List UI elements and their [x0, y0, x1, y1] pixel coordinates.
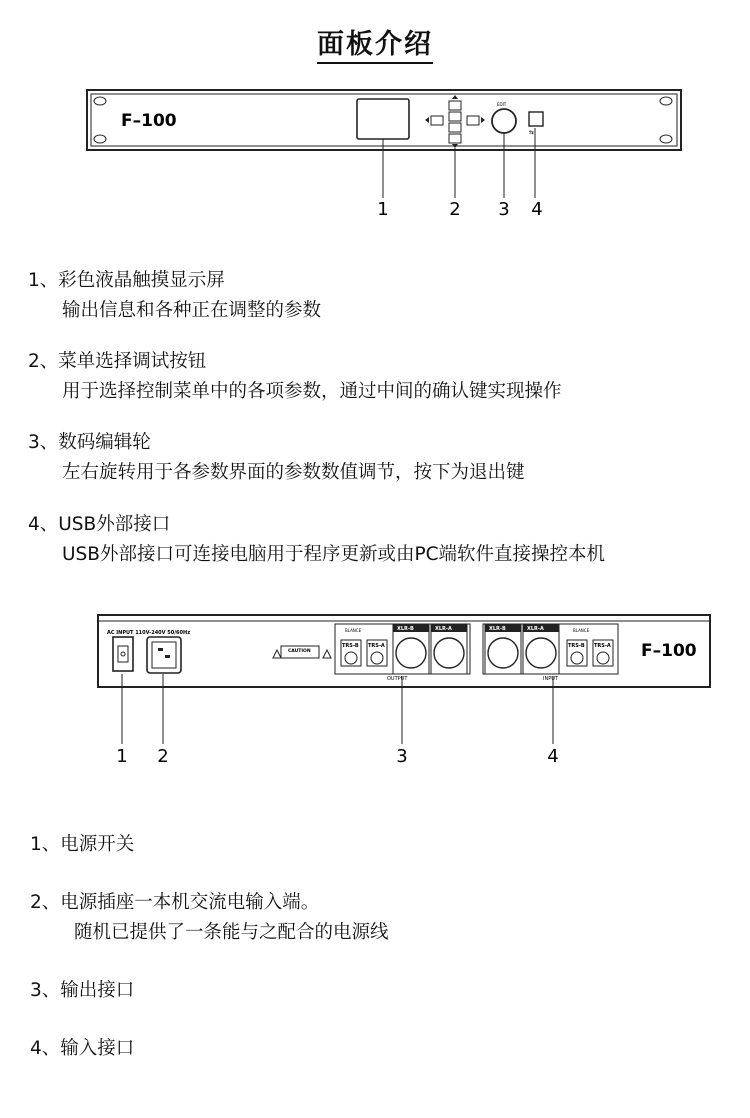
usb-icon: ⇆ — [529, 129, 535, 136]
svg-text:XLR-B: XLR-B — [489, 626, 506, 632]
caution-warning — [273, 646, 331, 658]
front-item-1 — [28, 266, 321, 326]
svg-text:XLR-B: XLR-B — [397, 626, 414, 632]
rear-panel-diagram — [95, 612, 715, 772]
output-label: OUTPUT — [387, 676, 408, 682]
front-item-heading: 2、菜单选择调试按钮 — [28, 351, 207, 372]
encoder-knob — [492, 109, 516, 133]
rear-item-heading: 4、输入接口 — [30, 1038, 135, 1059]
lcd-screen — [357, 99, 409, 139]
usb-port-cover — [529, 112, 543, 126]
front-callout-4: 4 — [531, 199, 543, 220]
rack-hole — [660, 135, 672, 143]
front-model-label: F–100 — [121, 111, 177, 131]
rear-callout-2: 2 — [157, 746, 169, 767]
front-item-desc: 左右旋转用于各参数界面的参数数值调节，按下为退出键 — [62, 462, 525, 483]
nav-buttons — [425, 95, 485, 148]
rear-item-desc: 随机已提供了一条能与之配合的电源线 — [74, 922, 389, 943]
rear-item-2 — [30, 888, 389, 948]
rear-model-label: F–100 — [641, 641, 697, 661]
svg-text:TRS-B: TRS-B — [568, 643, 585, 649]
svg-text:BLANCE: BLANCE — [573, 628, 590, 633]
rack-hole — [660, 97, 672, 105]
rack-hole — [94, 97, 106, 105]
svg-text:BLANCE: BLANCE — [345, 628, 362, 633]
rear-callout-1: 1 — [116, 746, 128, 767]
ac-input-label: AC INPUT 110V-240V 50/60Hz — [107, 630, 191, 636]
svg-text:TRS-A: TRS-A — [368, 643, 385, 649]
svg-text:TRS-A: TRS-A — [594, 643, 611, 649]
rear-item-heading: 2、电源插座一本机交流电输入端。 — [30, 892, 320, 913]
rear-item-heading: 1、电源开关 — [30, 834, 135, 855]
caution-label: CAUTION — [288, 649, 311, 654]
front-item-desc: USB外部接口可连接电脑用于程序更新或由PC端软件直接操控本机 — [62, 544, 606, 565]
rear-item-heading: 3、输出接口 — [30, 980, 135, 1001]
svg-text:XLR-A: XLR-A — [527, 626, 544, 632]
front-panel-diagram — [85, 88, 685, 223]
svg-text:TRS-B: TRS-B — [342, 643, 359, 649]
front-item-heading: 1、彩色液晶触摸显示屏 — [28, 270, 225, 291]
front-item-3 — [28, 428, 525, 488]
rear-item-4 — [30, 1034, 134, 1064]
rack-hole — [94, 135, 106, 143]
rear-item-3 — [30, 976, 134, 1006]
front-item-2 — [28, 347, 562, 407]
edit-label: EDIT — [497, 102, 507, 107]
rear-item-1 — [30, 830, 134, 860]
front-callout-2: 2 — [449, 199, 461, 220]
rear-callout-4: 4 — [547, 746, 559, 767]
page-title: 面板介绍 — [0, 22, 750, 61]
front-item-heading: 4、USB外部接口 — [28, 514, 171, 535]
front-callout-3: 3 — [498, 199, 510, 220]
front-item-desc: 输出信息和各种正在调整的参数 — [62, 300, 322, 321]
front-item-heading: 3、数码编辑轮 — [28, 432, 151, 453]
front-callout-1: 1 — [377, 199, 389, 220]
front-item-4 — [28, 510, 605, 570]
rear-callout-3: 3 — [396, 746, 408, 767]
svg-text:XLR-A: XLR-A — [435, 626, 452, 632]
front-item-desc: 用于选择控制菜单中的各项参数，通过中间的确认键实现操作 — [62, 381, 562, 402]
input-label: INPUT — [543, 676, 558, 682]
